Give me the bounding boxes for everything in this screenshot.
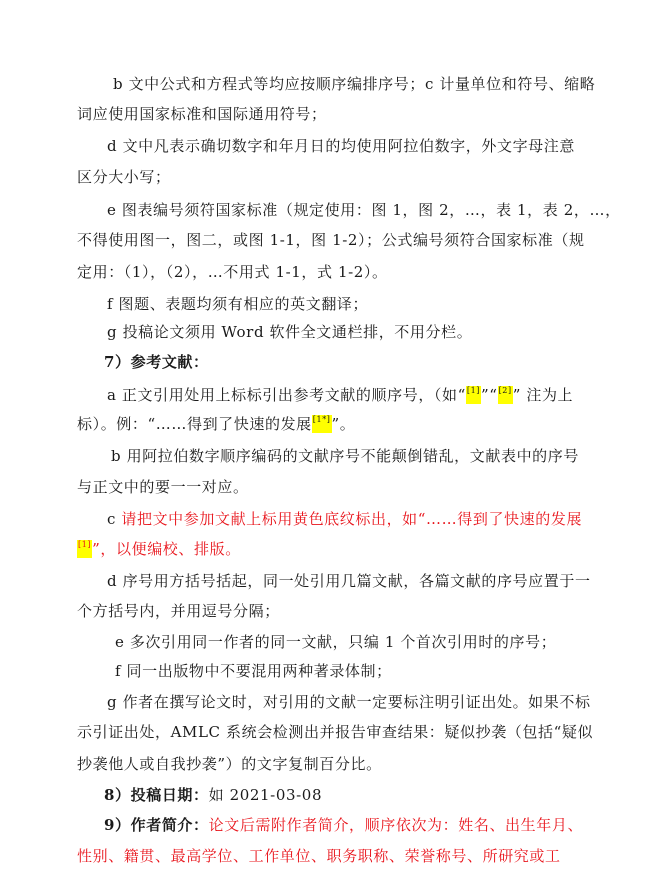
text-line [107, 692, 591, 712]
citation-highlight [498, 386, 513, 404]
text-line [77, 167, 171, 187]
line-text: d 文中凡表示确切数字和年月日的均使用阿拉伯数字，外文字母注意 [107, 137, 575, 155]
line-text: 区分大小写； [77, 168, 171, 186]
text-line [77, 539, 241, 559]
line-text: 词应使用国家标准和国际通用符号； [77, 105, 327, 123]
line-text: 如 2021-03-08 [208, 786, 323, 804]
section-heading-author-bio [104, 815, 583, 835]
line-text: ”“ [481, 386, 498, 404]
line-text: e 多次引用同一作者的同一文献，只编 1 个首次引用时的序号； [115, 633, 557, 651]
text-line [107, 136, 575, 156]
text-line [77, 846, 561, 866]
citation-superscript: [1*] [312, 415, 331, 424]
line-text: f 同一出版物中不要混用两种著录体制； [115, 662, 392, 680]
citation-superscript: [1] [78, 540, 92, 549]
text-line [77, 414, 355, 434]
citation-highlight [77, 540, 92, 558]
text-line [77, 104, 327, 124]
line-text: 个方括号内，并用逗号分隔； [77, 602, 280, 620]
line-text: ” 注为上 [512, 386, 574, 404]
line-text: 与正文中的要一一对应。 [77, 478, 249, 496]
text-line [107, 294, 368, 314]
text-line [107, 571, 591, 591]
text-line [77, 601, 280, 621]
citation-highlight [466, 386, 481, 404]
line-text: 标）。例：“……得到了快速的发展 [77, 415, 312, 433]
line-text: ”。 [331, 415, 356, 433]
text-line [77, 262, 388, 282]
text-line [115, 661, 392, 681]
text-line [115, 632, 556, 652]
line-text: f 图题、表题均须有相应的英文翻译； [107, 295, 369, 313]
line-text: 7）参考文献： [104, 353, 209, 371]
text-line [107, 200, 621, 220]
section-heading-references [104, 352, 209, 372]
citation-superscript: [2] [498, 386, 512, 395]
line-text: 示引证出处，AMLC 系统会检测出并报告审查结果：疑似抄袭（包括“疑似 [77, 723, 594, 741]
red-text: ”，以便编校、排版。 [92, 540, 241, 558]
text-line [113, 74, 595, 94]
line-text: 抄袭他人或自我抄袭”）的文字复制百分比。 [77, 755, 382, 773]
line-text: 定用：（1），（2），…不用式 1-1，式 1-2）。 [77, 263, 388, 281]
text-line [107, 322, 472, 342]
red-text: 请把文中参加文献上标用黄色底纹标出，如“……得到了快速的发展 [121, 510, 583, 528]
text-line [77, 722, 593, 742]
line-text: e 图表编号须符国家标准（规定使用：图 1，图 2，…，表 1，表 2，…， [107, 201, 621, 219]
red-text: 性别、籍贯、最高学位、工作单位、职务职称、荣誉称号、所研究或工 [77, 847, 561, 865]
text-line [77, 754, 382, 774]
citation-superscript: [1] [466, 386, 481, 395]
red-text: 论文后需附作者简介，顺序依次为：姓名、出生年月、 [208, 816, 584, 834]
line-text: b 用阿拉伯数字顺序编码的文献序号不能颠倒错乱，文献表中的序号 [111, 447, 579, 465]
line-text: 8）投稿日期： [104, 786, 209, 804]
section-heading-submission-date [104, 785, 322, 805]
line-text: c [107, 510, 122, 528]
text-line [77, 230, 585, 250]
citation-highlight [312, 415, 332, 433]
line-text: b 文中公式和方程式等均应按顺序编排序号；c 计量单位和符号、缩略 [113, 75, 596, 93]
line-text: 9）作者简介： [104, 816, 209, 834]
line-text: g 作者在撰写论文时，对引用的文献一定要标注明引证出处。如果不标 [107, 693, 591, 711]
line-text: g 投稿论文须用 Word 软件全文通栏排，不用分栏。 [107, 323, 473, 341]
line-text: 不得使用图一，图二，或图 1-1，图 1-2）；公式编号须符合国家标准（规 [77, 231, 585, 249]
line-text: a 正文引用处用上标标引出参考文献的顺序号，（如“ [107, 386, 466, 404]
text-line [107, 509, 582, 529]
text-line [77, 477, 249, 497]
text-line [107, 385, 573, 405]
text-line [111, 446, 579, 466]
line-text: d 序号用方括号括起，同一处引用几篇文献，各篇文献的序号应置于一 [107, 572, 591, 590]
